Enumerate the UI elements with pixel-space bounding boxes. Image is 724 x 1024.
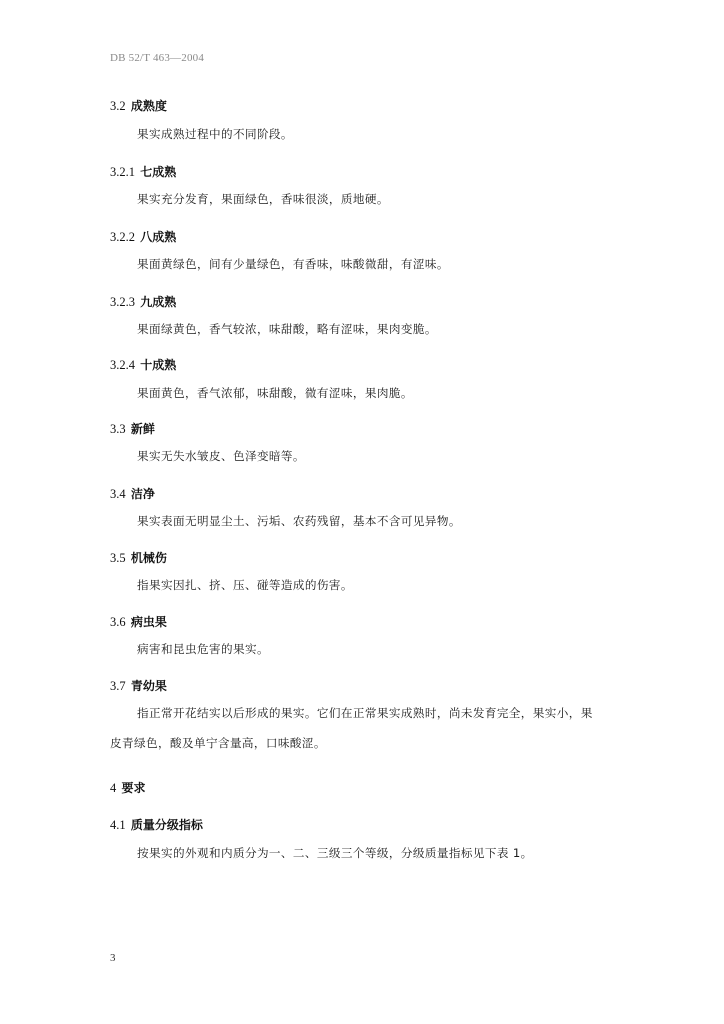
section-number: 3.2 [110,99,126,113]
page-number: 3 [110,952,116,964]
section-title: 八成熟 [140,230,177,244]
section-paragraph-3-7: 指正常开花结实以后形成的果实。它们在正常果实成熟时，尚未发育完全，果实小，果 [137,706,593,720]
section-heading-3-2-4 [110,356,176,373]
section-paragraph-3-2-1: 果实充分发育，果面绿色，香味很淡，质地硬。 [137,192,389,206]
section-paragraph-3-3: 果实无失水皱皮、色泽变暗等。 [137,449,305,463]
section-paragraph-3-2-3: 果面绿黄色，香气较浓，味甜酸，略有涩味，果肉变脆。 [137,322,437,336]
document-header-code: DB 52/T 463—2004 [110,52,205,64]
section-number: 3.5 [110,551,126,565]
section-title: 要求 [121,781,146,795]
section-paragraph-3-5: 指果实因扎、挤、压、碰等造成的伤害。 [137,578,353,592]
section-title: 质量分级指标 [130,818,203,832]
section-paragraph-3-7-continuation: 皮青绿色，酸及单宁含量高，口味酸涩。 [110,736,326,750]
section-title: 病虫果 [130,615,167,629]
section-paragraph-3-6: 病害和昆虫危害的果实。 [137,642,269,656]
section-title: 成熟度 [130,99,167,113]
section-heading-3-2-2 [110,228,176,245]
section-heading-4 [110,779,145,796]
section-heading-3-6 [110,613,167,630]
section-title: 洁净 [130,487,155,501]
section-heading-3-5 [110,549,167,566]
section-title: 七成熟 [140,165,177,179]
section-number: 3.2.1 [110,165,135,179]
section-number: 3.2.4 [110,358,135,372]
section-paragraph-3-2-4: 果面黄色，香气浓郁，味甜酸，微有涩味，果肉脆。 [137,386,413,400]
section-heading-4-1 [110,816,203,833]
section-paragraph-4-1: 按果实的外观和内质分为一、二、三级三个等级，分级质量指标见下表 1。 [137,846,533,860]
section-number: 3.4 [110,487,126,501]
section-title: 九成熟 [140,295,177,309]
section-number: 4 [110,781,117,795]
section-heading-3-7 [110,677,167,694]
section-number: 3.6 [110,615,126,629]
section-heading-3-2 [110,97,167,114]
section-heading-3-2-3 [110,293,176,310]
section-number: 3.2.3 [110,295,135,309]
section-heading-3-4 [110,485,155,502]
section-title: 新鲜 [130,422,155,436]
section-heading-3-3 [110,420,155,437]
section-paragraph-3-2: 果实成熟过程中的不同阶段。 [137,127,293,141]
section-heading-3-2-1 [110,163,176,180]
section-title: 机械伤 [130,551,167,565]
section-paragraph-3-2-2: 果面黄绿色，间有少量绿色，有香味，味酸微甜，有涩味。 [137,257,449,271]
section-number: 3.3 [110,422,126,436]
section-number: 3.7 [110,679,126,693]
section-title: 青幼果 [130,679,167,693]
section-number: 3.2.2 [110,230,135,244]
section-paragraph-3-4: 果实表面无明显尘土、污垢、农药残留，基本不含可见异物。 [137,514,461,528]
section-title: 十成熟 [140,358,177,372]
section-number: 4.1 [110,818,126,832]
